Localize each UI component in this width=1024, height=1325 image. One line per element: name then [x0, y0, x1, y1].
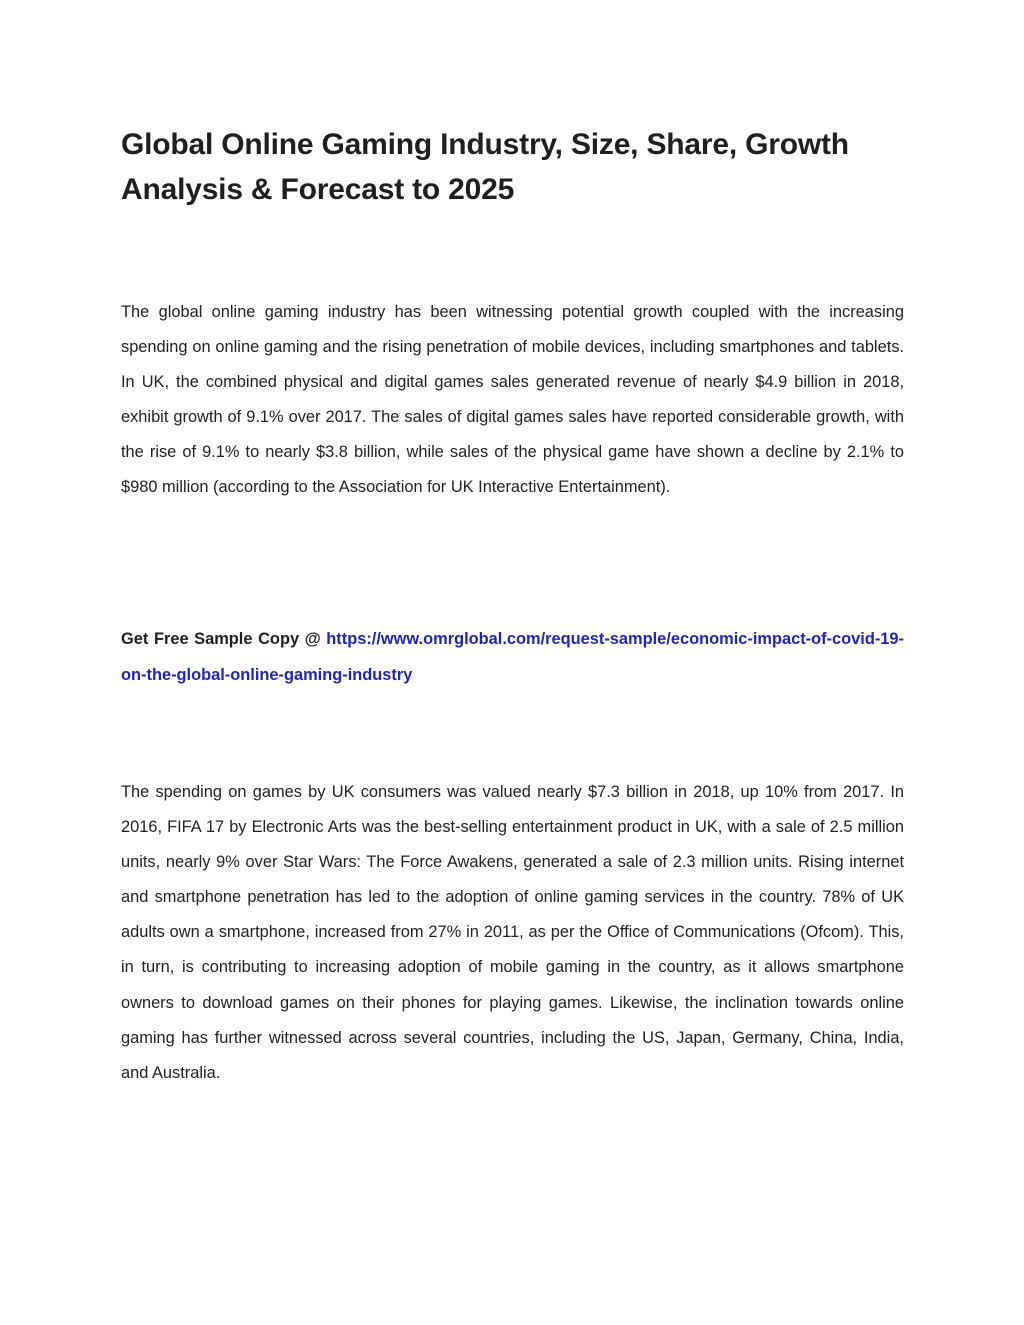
- intro-paragraph: The global online gaming industry has been witnessing potential growth coupled with the increasing spending on online gaming and the rising penetration of mobile devices, including smartphones and tablets. In UK, the combined physical and digital games sales generated revenue of nearly $4.9 billion in 2018, exhibit growth of 9.1% over 2017. The sales of digital games sales have reported considerable growth, with the rise of 9.1% to nearly $3.8 billion, while sales of the physical game have shown a decline by 2.1% to $980 million (according to the Association for UK Interactive Entertainment).: [121, 303, 904, 497]
- uk-spending-paragraph: The spending on games by UK consumers was valued nearly $7.3 billion in 2018, up 10% from 2017. In 2016, FIFA 17 by Electronic Arts was the best-selling entertainment product in UK, with a sale of 2.5 million units, nearly 9% over Star Wars: The Force Awakens, generated a sale of 2.3 million units. Rising internet and smartphone penetration has led to the adoption of online gaming services in the country. 78% of UK adults own a smartphone, increased from 27% in 2011, as per the Office of Communications (Ofcom). This, in turn, is contributing to increasing adoption of mobile gaming in the country, as it allows smartphone owners to download games on their phones for playing games. Likewise, the inclination towards online gaming has further witnessed across several countries, including the US, Japan, Germany, China, India, and Australia.: [121, 783, 904, 1082]
- sample-copy-line: [121, 621, 904, 693]
- sample-copy-link[interactable]: https://www.omrglobal.com/request-sample/economic-impact-of-covid-19-on-the-global-online-gaming-industry: [121, 630, 904, 684]
- document-title: Global Online Gaming Industry, Size, Share, Growth Analysis & Forecast to 2025: [121, 128, 849, 206]
- sample-copy-label: Get Free Sample Copy @: [121, 630, 327, 648]
